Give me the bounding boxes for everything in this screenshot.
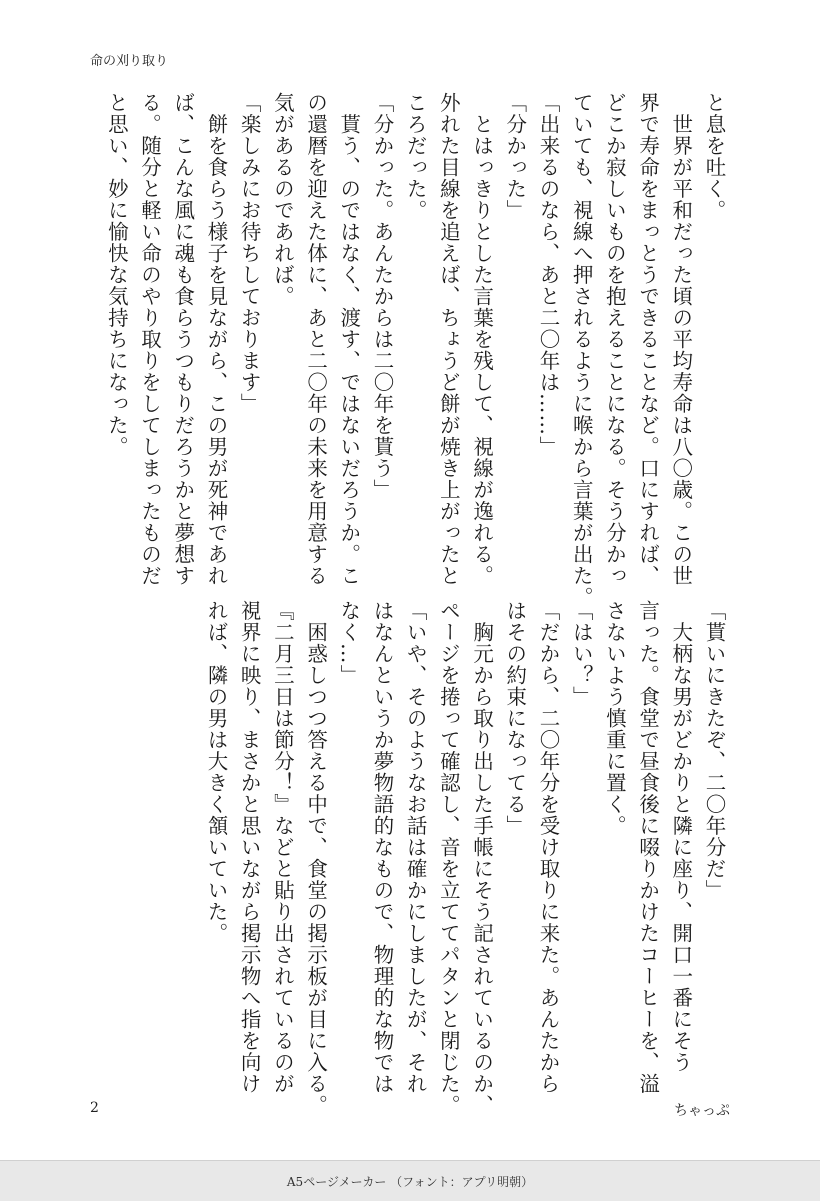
- text-line: 大柄な男がどかりと隣に座り、開口一番にそう: [668, 600, 693, 1073]
- text-line: 気があるのであれば。: [270, 92, 295, 307]
- text-line: 貰う、のではなく、渡す、ではないだろうか。こ: [336, 92, 361, 587]
- text-line: る。随分と軽い命のやり取りをしてしまったものだ: [137, 92, 162, 587]
- app-footer-bar: [0, 1160, 820, 1201]
- text-line: 餅を食らう様子を見ながら、この男が死神であれ: [203, 92, 228, 587]
- text-line: と思い、妙に愉快な気持ちになった。: [104, 92, 129, 458]
- page-number: 2: [90, 1100, 99, 1116]
- text-line: 「分かった」: [502, 92, 527, 221]
- text-line: ページを捲って確認し、音を立ててパタンと閉じた。: [436, 600, 461, 1116]
- text-line: なく…」: [336, 600, 361, 686]
- text-line: 困惑しつつ答える中で、食堂の掲示板が目に入る。: [303, 600, 328, 1116]
- text-line: 胸元から取り出した手帳にそう記されているのか、: [469, 600, 494, 1116]
- text-line: 「いや、そのようなお話は確かにしましたが、それ: [403, 600, 428, 1095]
- text-line: 「だから、二〇年分を受け取りに来た。あんたから: [535, 600, 560, 1095]
- text-line: 「楽しみにお待ちしております」: [237, 92, 262, 415]
- text-line: 世界が平和だった頃の平均寿命は八〇歳。この世: [668, 92, 693, 587]
- text-line: とはっきりとした言葉を残して、視線が逸れる。: [469, 92, 494, 587]
- text-line: 界で寿命をまっとうできることなど。口にすれば、: [635, 92, 660, 587]
- text-line: はなんというか夢物語的なもので、物理的な物では: [369, 600, 394, 1095]
- running-title: 命の刈り取り: [90, 54, 169, 69]
- text-line: 外れた目線を追えば、ちょうど餅が焼き上がったと: [436, 92, 461, 587]
- text-line: と息を吐く。: [702, 92, 726, 221]
- app-footer-label: A5ページメーカー （フォント：アプリ明朝）: [286, 1174, 534, 1189]
- text-line: ていても、視線へ押されるように喉から言葉が出た。: [569, 92, 594, 608]
- author-name: ちゃっぷ: [674, 1103, 730, 1119]
- text-line: ころだった。: [403, 92, 428, 221]
- text-column-top: [99, 92, 730, 608]
- text-line: れば、隣の男は大きく頷いていた。: [203, 600, 228, 944]
- text-line: 「はい？」: [569, 600, 594, 708]
- text-line: 「分かった。あんたからは二〇年を貰う」: [369, 92, 394, 501]
- text-line: はその約束になってる」: [502, 600, 527, 837]
- text-line: ば、こんな風に魂も食らうつもりだろうかと夢想す: [170, 92, 195, 587]
- text-line: 『二月三日は節分！』などと貼り出されているのが: [270, 600, 295, 1095]
- text-line: の還暦を迎えた体に、あと二〇年の未来を用意する: [303, 92, 328, 587]
- text-line: 視界に映り、まさかと思いながら掲示物へ指を向け: [237, 600, 262, 1095]
- text-line: どこか寂しいものを抱えることになる。そう分かっ: [602, 92, 627, 587]
- text-line: 「出来るのなら、あと二〇年は……」: [535, 92, 560, 458]
- text-line: 「貰いにきたぞ、二〇年分だ」: [702, 600, 726, 901]
- text-line: 言った。食堂で昼食後に啜りかけたコーヒーを、溢: [635, 600, 660, 1095]
- text-line: さないよう慎重に置く。: [602, 600, 627, 837]
